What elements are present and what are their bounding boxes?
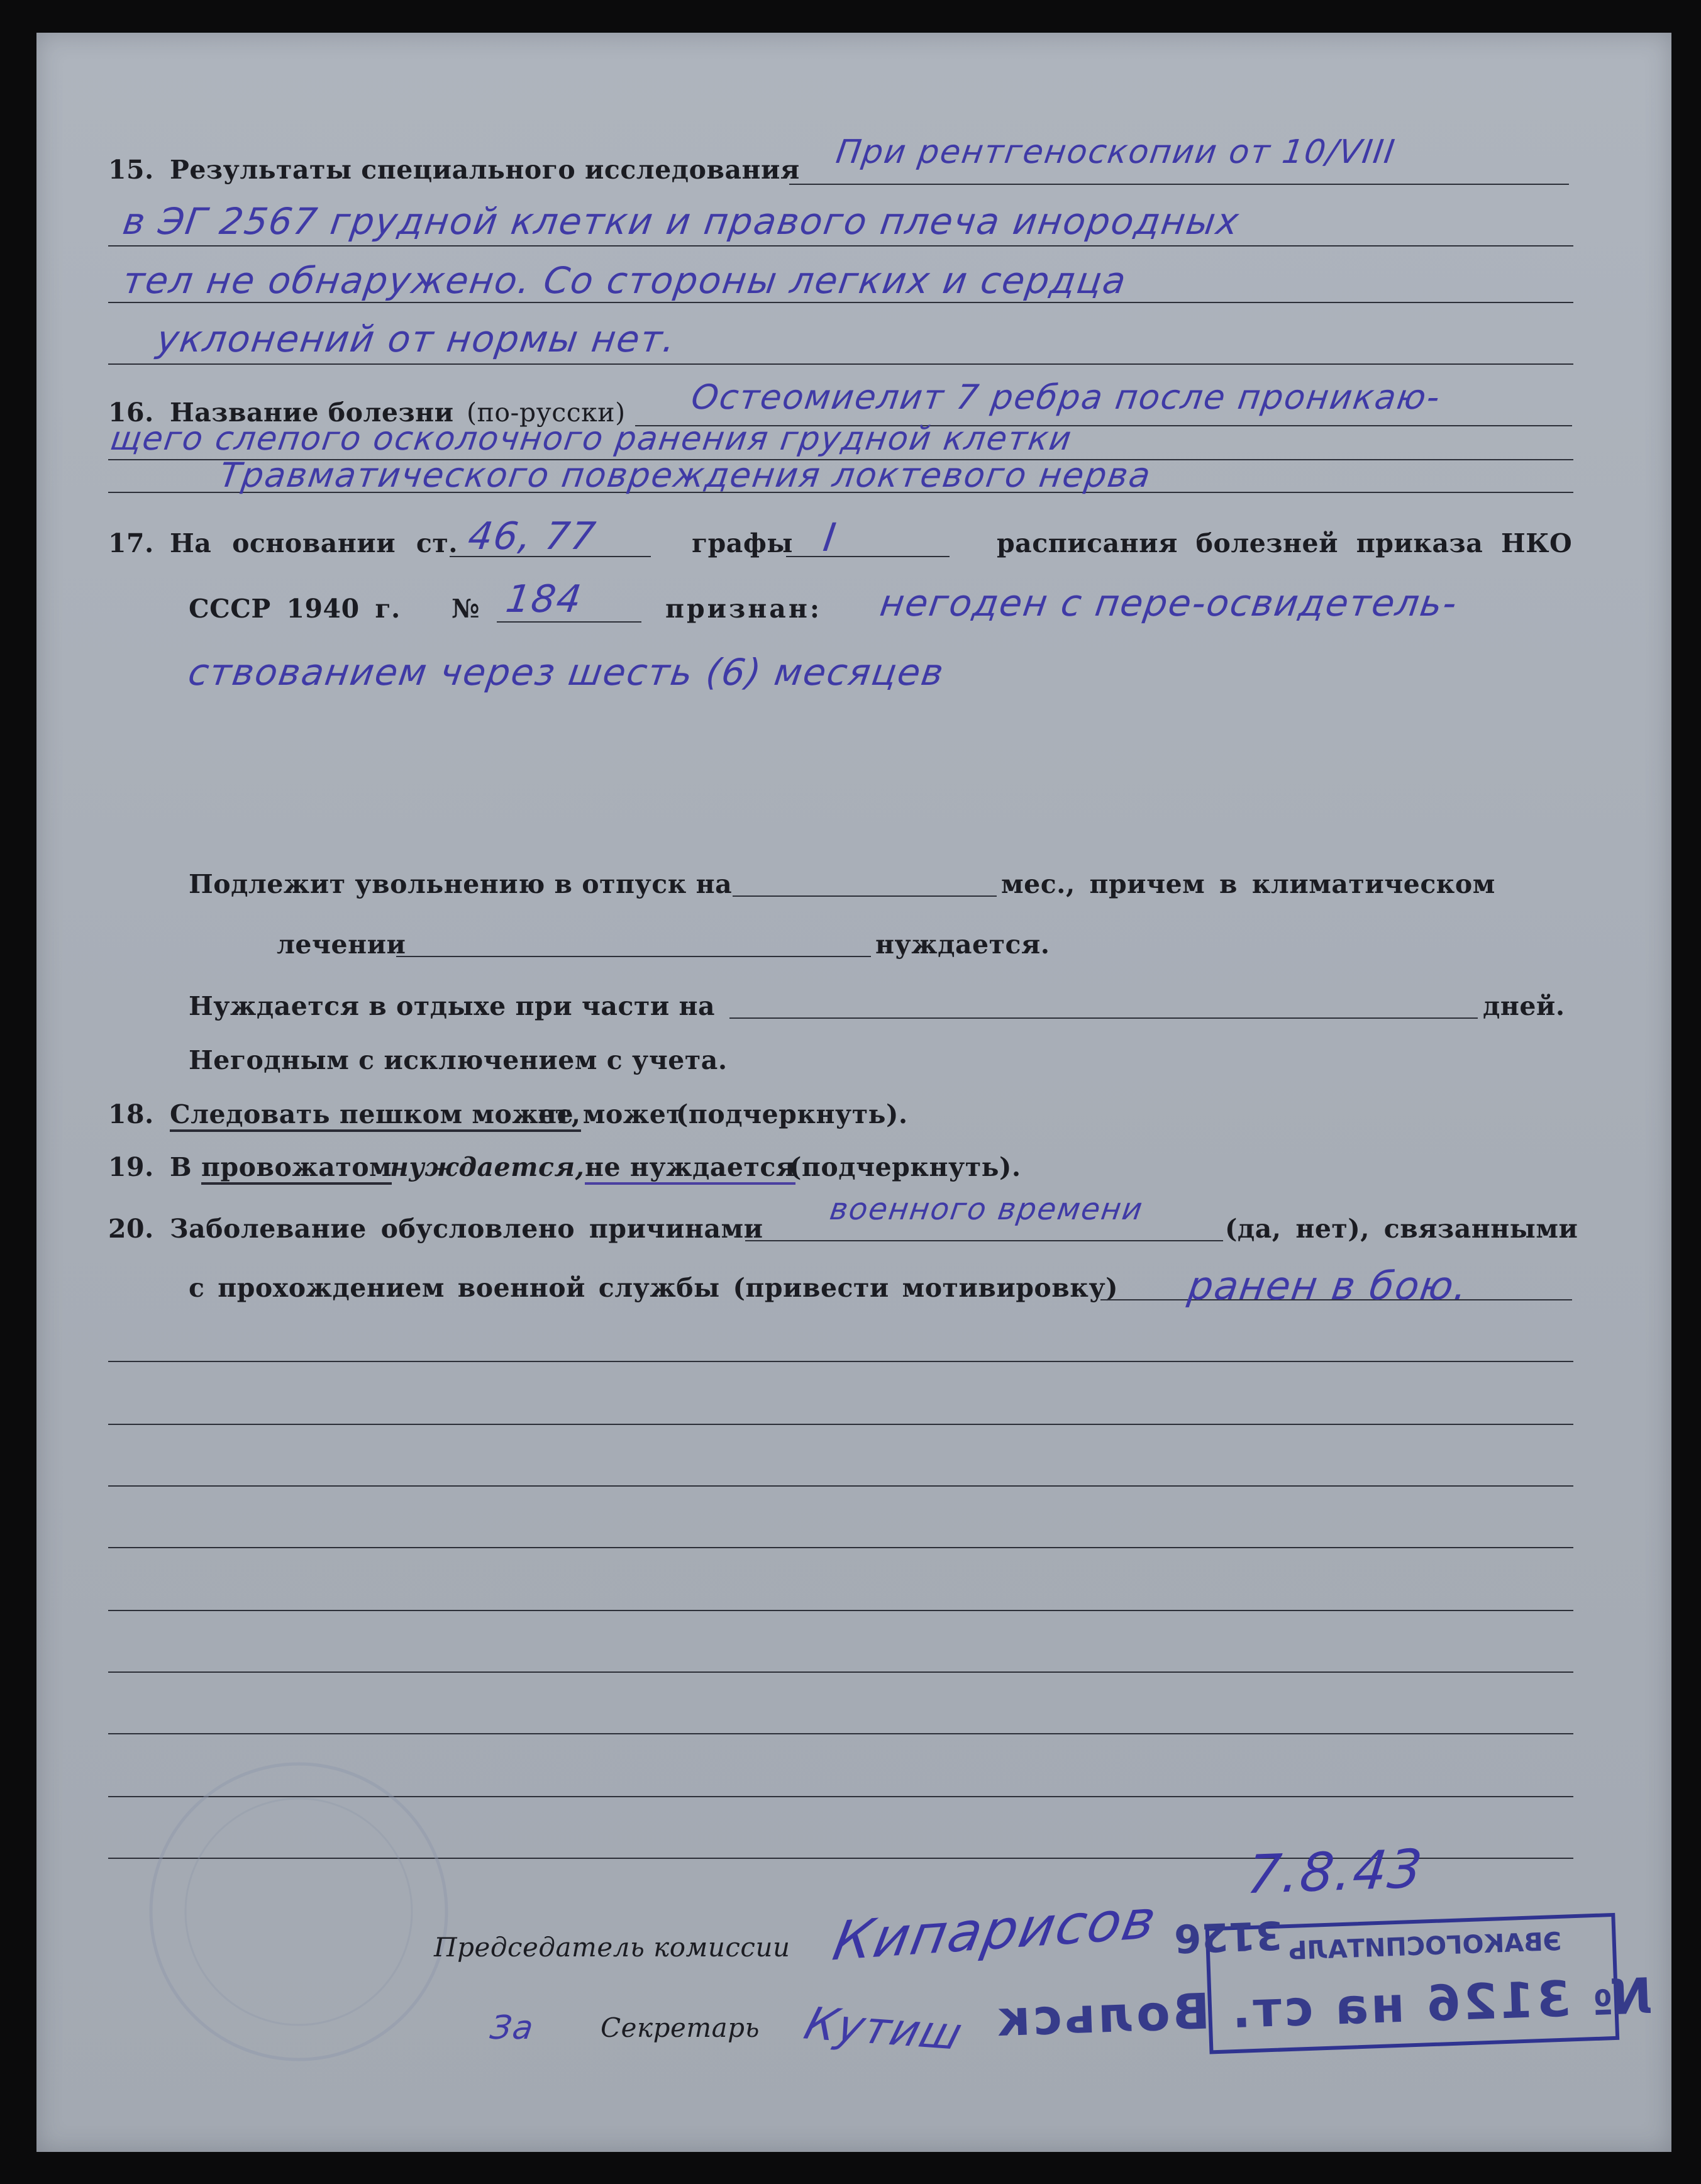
item-15-handwriting-1: При рентгеноскопии от 10/VIII bbox=[833, 133, 1398, 171]
item-17-column: I bbox=[820, 514, 840, 560]
leave-line-2-a: лечении bbox=[277, 929, 406, 960]
leave-line-4: Негодным с исключением с учета. bbox=[189, 1045, 728, 1075]
item-20-handwriting-2: ранен в бою. bbox=[1185, 1263, 1471, 1309]
item-15-number: 15. bbox=[108, 155, 154, 185]
item-16-handwriting-3: Травматического повреждения локтевого нерва bbox=[217, 455, 1154, 495]
item-20-handwriting-1: военного времени bbox=[828, 1192, 1146, 1227]
item-17-order-no-label: № bbox=[452, 594, 480, 624]
item-17-handwriting-2: ствованием через шесть (6) месяцев bbox=[186, 651, 948, 694]
item-17-column-line bbox=[786, 556, 950, 557]
leave-months-line bbox=[733, 895, 997, 897]
leave-rest-line bbox=[729, 1017, 1478, 1019]
ruled-line bbox=[108, 1485, 1573, 1487]
item-15-handwriting-4: уклонений от нормы нет. bbox=[154, 318, 679, 360]
item-16-label: Название болезни bbox=[170, 397, 454, 428]
item-20-label-a: Заболевание обусловлено причинами bbox=[170, 1214, 763, 1244]
item-17-label-b: графы bbox=[692, 528, 793, 558]
item-19-opt-not-needed: не нуждается bbox=[585, 1152, 795, 1185]
item-15-line-3 bbox=[108, 302, 1573, 303]
item-20-label-c: с прохождением военной службы (привести мотивировку) bbox=[189, 1273, 1119, 1303]
item-19-opt-a1: В bbox=[170, 1152, 192, 1182]
item-15-line-1 bbox=[789, 184, 1569, 185]
item-15-label: Результаты специального исследования bbox=[170, 155, 800, 185]
pre-secretary: За bbox=[487, 2009, 537, 2047]
item-16-label-paren: (по-русски) bbox=[467, 397, 626, 428]
item-17-recognized-label: признан: bbox=[665, 594, 822, 624]
item-17-handwriting-1: негоден с пере-освидетель- bbox=[877, 582, 1461, 624]
item-20-cause-line bbox=[745, 1240, 1223, 1241]
leave-climate-line bbox=[396, 956, 871, 957]
ruled-line bbox=[108, 1424, 1573, 1425]
item-19-number: 19. bbox=[108, 1152, 154, 1182]
item-17-number: 17. bbox=[108, 528, 154, 558]
leave-line-2-b: нуждается. bbox=[875, 929, 1050, 960]
item-15-handwriting-2: в ЭГ 2567 грудной клетки и правого плеча инородных bbox=[120, 200, 1243, 243]
stamp-line-2: № 3126 на ст. Вольск bbox=[993, 1968, 1653, 2048]
ruled-line bbox=[108, 1733, 1573, 1734]
chairman-signature: Кипарисов bbox=[828, 1888, 1162, 1973]
item-18-note: (подчеркнуть). bbox=[676, 1099, 908, 1129]
stamp-number: 3126 bbox=[1173, 1912, 1283, 1962]
leave-line-1-b: мес., причем в климатическом bbox=[1001, 869, 1495, 899]
item-19-note: (подчеркнуть). bbox=[789, 1152, 1021, 1182]
item-18-option-may-walk: Следовать пешком может, bbox=[170, 1099, 581, 1132]
ruled-line bbox=[108, 1671, 1573, 1673]
secretary-signature: Кутиш bbox=[799, 1997, 969, 2060]
item-17-order-line bbox=[497, 621, 641, 623]
item-19-opt-a2: провожатом bbox=[201, 1152, 392, 1185]
hospital-stamp bbox=[934, 1838, 1653, 2100]
round-seal bbox=[135, 1748, 462, 2075]
item-16-handwriting-1: Остеомиелит 7 ребра после проникаю- bbox=[689, 377, 1444, 417]
item-18-option-may-not: не может bbox=[538, 1099, 683, 1129]
item-17-articles: 46, 77 bbox=[465, 514, 599, 558]
item-20-number: 20. bbox=[108, 1214, 154, 1244]
leave-line-1-a: Подлежит увольнению в отпуск на bbox=[189, 869, 733, 899]
item-16-handwriting-2: щего слепого осколочного ранения грудной клетки bbox=[108, 420, 1075, 458]
stamp-line-1: ЭВАКОГОСПИТАЛЬ bbox=[1287, 1927, 1562, 1966]
ruled-line bbox=[108, 1610, 1573, 1611]
item-17-order-no: 184 bbox=[503, 577, 585, 621]
item-19-opt-a3: нуждается, bbox=[390, 1152, 585, 1182]
secretary-label: Секретарь bbox=[601, 2012, 760, 2043]
item-15-line-4 bbox=[108, 363, 1573, 365]
item-17-label-d: СССР 1940 г. bbox=[189, 594, 401, 624]
item-17-label-a: На основании ст. bbox=[170, 528, 458, 558]
item-15-line-2 bbox=[108, 245, 1573, 247]
item-20-label-b: (да, нет), связанными bbox=[1225, 1214, 1578, 1244]
item-18-number: 18. bbox=[108, 1099, 154, 1129]
item-17-label-c: расписания болезней приказа НКО bbox=[997, 528, 1573, 558]
leave-line-3-a: Нуждается в отдыхе при части на bbox=[189, 991, 716, 1021]
ruled-line bbox=[108, 1547, 1573, 1548]
leave-line-3-b: дней. bbox=[1483, 991, 1565, 1021]
chairman-label: Председатель комиссии bbox=[434, 1932, 790, 1963]
stamp-date-handwritten: 7.8.43 bbox=[1244, 1838, 1426, 1906]
item-16-number: 16. bbox=[108, 397, 154, 428]
ruled-line bbox=[108, 1361, 1573, 1362]
item-15-handwriting-3: тел не обнаружено. Со стороны легких и сердца bbox=[120, 259, 1130, 302]
